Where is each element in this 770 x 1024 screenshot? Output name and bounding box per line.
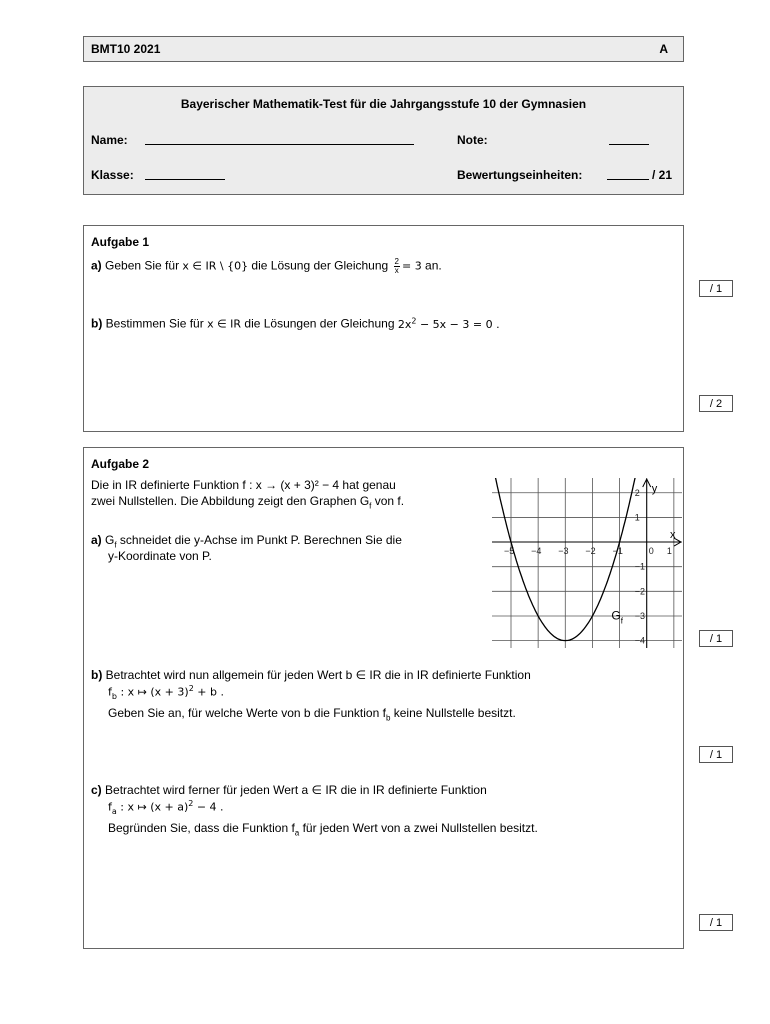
name-label: Name:	[91, 133, 128, 147]
task2c-text: c) Betrachtet wird ferner für jeden Wert a ∈ IR die in IR definierte Funktion	[91, 783, 487, 797]
task2b-text: b) Betrachtet wird nun allgemein für jeden Wert b ∈ IR die in IR definierte Funktion	[91, 668, 531, 682]
task1a-score[interactable]: / 1	[699, 280, 733, 297]
task2c-label: c)	[91, 783, 102, 797]
header-bar	[83, 36, 684, 62]
test-code: BMT10 2021	[91, 42, 161, 56]
x-tick-label: 0	[648, 546, 654, 557]
y-tick-label: 2	[634, 487, 640, 498]
task2a-score[interactable]: / 1	[699, 630, 733, 647]
task2b-function: $f_b$ : x ↦ $(x + 3)^2 + b$ .	[108, 684, 224, 701]
units-field[interactable]	[607, 179, 649, 180]
test-version: A	[659, 42, 668, 56]
y-tick-label: −1	[634, 561, 645, 572]
y-tick-label: −3	[634, 610, 645, 621]
fraction-2-over-x: $\frac{2}{x}$	[394, 257, 399, 275]
task2-intro-line2: zwei Nullstellen. Die Abbildung zeigt den Graphen $G_f$ von f.	[91, 494, 405, 511]
x-tick-label: −1	[612, 546, 623, 557]
task2b-score[interactable]: / 1	[699, 746, 733, 763]
note-field[interactable]	[609, 144, 649, 145]
x-tick-label: −3	[558, 546, 569, 557]
task2a-text-line2: y-Koordinate von P.	[108, 549, 212, 563]
units-label: Bewertungseinheiten:	[457, 168, 583, 182]
task1b-label: b)	[91, 316, 103, 331]
task2b-question: Geben Sie an, für welche Werte von b die Funktion $f_b$ keine Nullstelle besitzt.	[108, 706, 516, 723]
y-tick-label: −4	[634, 635, 645, 646]
graph-grid	[492, 478, 682, 648]
x-tick-label: −2	[585, 546, 596, 557]
task2-intro-line1: Die in IR definierte Funktion f : x → (x + 3)² − 4 hat genau	[91, 478, 396, 492]
task2b-label: b)	[91, 668, 103, 682]
task1a-text: a) Geben Sie für x ∈ IR \ {0} die Lösung der Gleichung $\frac{2}{x}$ = 3 an.	[91, 257, 442, 275]
task1-heading: Aufgabe 1	[91, 235, 150, 249]
y-tick-label: −2	[634, 586, 645, 597]
task2-heading: Aufgabe 2	[91, 457, 150, 471]
title-box	[83, 86, 684, 195]
task2c-question: Begründen Sie, dass die Funktion $f_a$ für jeden Wert von a zwei Nullstellen besitzt.	[108, 821, 538, 838]
name-field[interactable]	[145, 144, 414, 145]
class-label: Klasse:	[91, 168, 134, 182]
task1-box	[83, 225, 684, 432]
curve-label: $G_f$	[611, 608, 624, 626]
x-tick-label: −5	[504, 546, 515, 557]
x-axis-label: x	[670, 529, 676, 542]
graph-axes	[492, 479, 681, 648]
task1a-label: a)	[91, 258, 102, 273]
x-tick-label: 1	[666, 546, 672, 557]
x-tick-label: −4	[531, 546, 542, 557]
y-axis-label: y	[651, 483, 658, 495]
task2c-score[interactable]: / 1	[699, 914, 733, 931]
task2c-function: $f_a$ : x ↦ $(x + a)^2 - 4$ .	[108, 799, 224, 816]
task1b-text: b) Bestimmen Sie für x ∈ IR die Lösungen der Gleichung $2x^2 - 5x - 3 = 0$ .	[91, 316, 500, 331]
parabola-graph	[492, 478, 682, 648]
note-label: Note:	[457, 133, 488, 147]
task2-box	[83, 447, 684, 949]
class-field[interactable]	[145, 179, 225, 180]
page-title: Bayerischer Mathematik-Test für die Jahrgangsstufe 10 der Gymnasien	[180, 97, 587, 111]
units-total: / 21	[652, 168, 673, 182]
y-tick-label: 1	[634, 512, 640, 523]
task1b-score[interactable]: / 2	[699, 395, 733, 412]
task2a-text: a) $G_f$ schneidet die y-Achse im Punkt P. Berechnen Sie die	[91, 533, 402, 550]
task2a-label: a)	[91, 533, 102, 547]
